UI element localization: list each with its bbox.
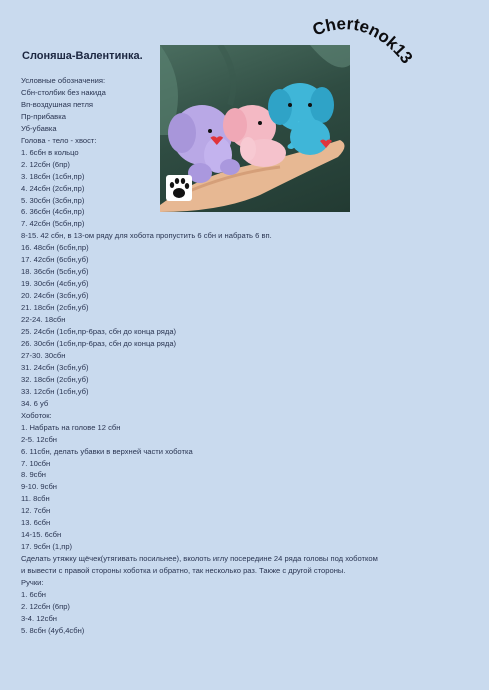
pattern-line: 14-15. 6сбн <box>21 530 62 540</box>
pattern-line: 11. 8сбн <box>21 494 50 504</box>
page-title: Слоняша-Валентинка. <box>22 50 143 62</box>
pattern-line: 26. 30сбн (1сбн,пр-6раз, сбн до конца ряда) <box>21 338 177 348</box>
pattern-line: 16. 48сбн (6сбн,пр) <box>21 243 89 253</box>
pattern-line: Хоботок: <box>21 410 52 420</box>
pattern-line: 5. 30сбн (3сбн,пр) <box>21 195 85 205</box>
pattern-line: 27-30. 30сбн <box>21 350 66 360</box>
pattern-line: Голова - тело - хвост: <box>21 135 97 145</box>
pattern-line: Вп-воздушная петля <box>21 99 94 109</box>
pattern-line: 5. 8сбн (4уб,4сбн) <box>21 625 85 635</box>
pattern-line: 7. 10сбн <box>21 458 51 468</box>
pattern-line: 9-10. 9сбн <box>21 482 57 492</box>
pattern-line: 25. 24сбн (1сбн,пр-6раз, сбн до конца ряда) <box>21 327 177 337</box>
pattern-line: Сбн-столбик без накида <box>21 87 106 97</box>
pattern-line: 2-5. 12сбн <box>21 434 57 444</box>
pattern-line: 18. 36сбн (5сбн,уб) <box>21 267 89 277</box>
pattern-line: 1. 6сбн в кольцо <box>21 147 79 157</box>
pattern-line: 7. 42сбн (5сбн,пр) <box>21 219 85 229</box>
pattern-line: Сделать утяжку щёчек(утягивать посильнее), вколоть иглу посередине 24 ряда головы под хоботком <box>21 554 378 564</box>
pattern-line: 6. 36сбн (4сбн,пр) <box>21 207 85 217</box>
pattern-line: 8-15. 42 сбн, в 13-ом ряду для хобота пропустить 6 сбн и набрать 6 вп. <box>21 231 272 241</box>
pattern-line: 32. 18сбн (2сбн,уб) <box>21 374 89 384</box>
pattern-line: 2. 12сбн (6пр) <box>21 601 70 611</box>
pattern-line: 4. 24сбн (2сбн,пр) <box>21 183 85 193</box>
pattern-line: 12. 7сбн <box>21 506 51 516</box>
pattern-line: 3. 18сбн (1сбн,пр) <box>21 171 85 181</box>
pattern-line: 6. 11сбн, делать убавки в верхней части хоботка <box>21 446 193 456</box>
pattern-line: 1. 6сбн <box>21 589 47 599</box>
pattern-line: 17. 42сбн (6сбн,уб) <box>21 255 89 265</box>
pattern-line: 20. 24сбн (3сбн,уб) <box>21 291 89 301</box>
pattern-text <box>21 75 481 637</box>
pattern-line: 31. 24сбн (3сбн,уб) <box>21 362 89 372</box>
pattern-line: Условные обозначения: <box>21 76 106 85</box>
pattern-line: 2. 12сбн (6пр) <box>21 159 70 169</box>
pattern-line: Ручки: <box>21 578 44 588</box>
svg-text:Chertenok13: Chertenok13 <box>310 14 417 68</box>
pattern-line: 3-4. 12сбн <box>21 613 57 623</box>
pattern-line: Пр-прибавка <box>21 111 66 121</box>
pattern-line: 33. 12сбн (1сбн,уб) <box>21 386 89 396</box>
pattern-line: Уб-убавка <box>21 123 57 133</box>
pattern-line: 19. 30сбн (4сбн,уб) <box>21 279 89 289</box>
pattern-line: 13. 6сбн <box>21 518 51 528</box>
pattern-line: 1. Набрать на голове 12 сбн <box>21 422 121 432</box>
pattern-line: и вывести с правой стороны хоботка и обратно, так несколько раз. Также с другой стороны. <box>21 566 346 576</box>
pattern-line: 21. 18сбн (2сбн,уб) <box>21 303 89 313</box>
pattern-line: 22-24. 18сбн <box>21 315 66 325</box>
pattern-line: 17. 9сбн (1,пр) <box>21 542 73 552</box>
pattern-line: 8. 9сбн <box>21 470 47 480</box>
pattern-line: 34. 6 уб <box>21 398 49 408</box>
